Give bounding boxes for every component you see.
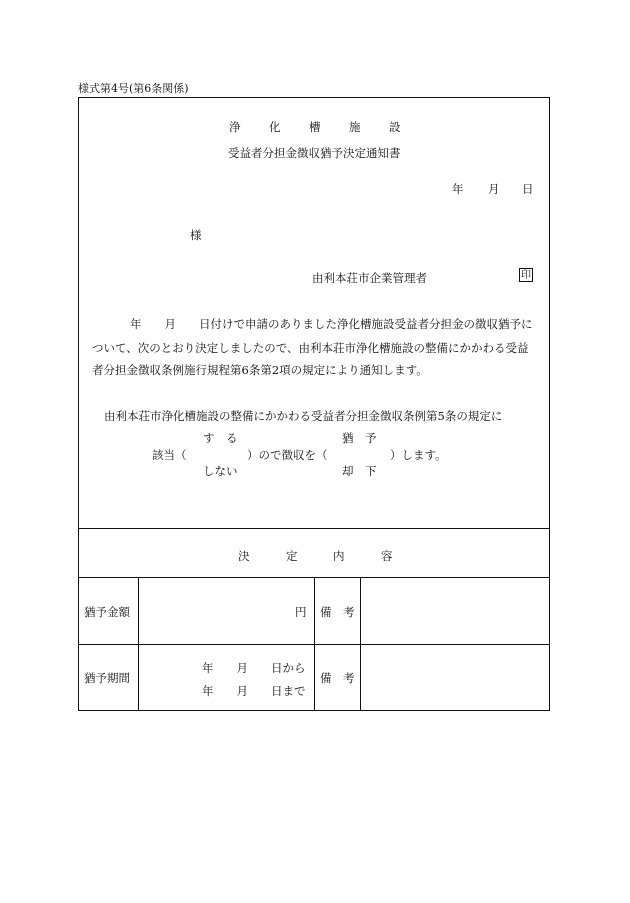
table-col-divider-2 [314, 577, 315, 711]
table-col-divider-3 [360, 577, 361, 711]
decision-char: 定 [286, 549, 298, 563]
title-char: 浄 [229, 120, 241, 134]
form-number: 様式第4号(第6条関係) [78, 82, 189, 95]
option-kyakka: 却 下 [342, 464, 377, 478]
decision-char: 決 [238, 549, 250, 563]
table-col-divider-1 [138, 577, 139, 711]
title-line-2: 受益者分担金徴収猶予決定通知書 [228, 146, 401, 160]
date-month: 月 [488, 182, 500, 196]
option-suru: す る [203, 431, 238, 445]
clause-mid: ）ので徴収を（ [247, 448, 328, 462]
divider-decision-top [78, 528, 550, 529]
date-day: 日 [522, 182, 534, 196]
decision-char: 容 [381, 549, 393, 563]
remarks-label-1: 備 考 [320, 605, 355, 619]
deferred-period-label: 猶予期間 [84, 671, 130, 685]
clause-gaitou: 該当（ [152, 448, 187, 462]
period-from: 年 月 日から [202, 661, 306, 675]
option-shinai: しない [203, 464, 238, 478]
deferred-amount-label: 猶予金額 [84, 605, 130, 619]
title-char: 槽 [309, 120, 321, 134]
decision-char: 内 [333, 549, 345, 563]
title-char: 施 [349, 120, 361, 134]
remarks-label-2: 備 考 [320, 671, 355, 685]
clause-lead: 由利本荘市浄化槽施設の整備にかかわる受益者分担金徴収条例第5条の規定に [104, 409, 503, 423]
paragraph-line-2: ついて、次のとおり決定しましたので、由利本荘市浄化槽施設の整備にかかわる受益 [92, 341, 529, 355]
addressee-suffix: 様 [190, 228, 202, 242]
amount-unit: 円 [295, 605, 307, 619]
option-yuuyo: 猶 予 [342, 431, 377, 445]
clause-end: ）します。 [390, 448, 447, 462]
issuer-name: 由利本荘市企業管理者 [312, 271, 427, 285]
seal-mark: 印 [521, 270, 531, 281]
paragraph-line-3: 者分担金徴収条例施行規程第6条第2項の規定により通知します。 [92, 363, 428, 377]
title-char: 設 [389, 120, 401, 134]
period-to: 年 月 日まで [202, 684, 306, 698]
title-char: 化 [269, 120, 281, 134]
date-year: 年 [452, 182, 464, 196]
paragraph-line-1: 年 月 日付けで申請のありました浄化槽施設受益者分担金の徴収猶予に [130, 317, 533, 331]
